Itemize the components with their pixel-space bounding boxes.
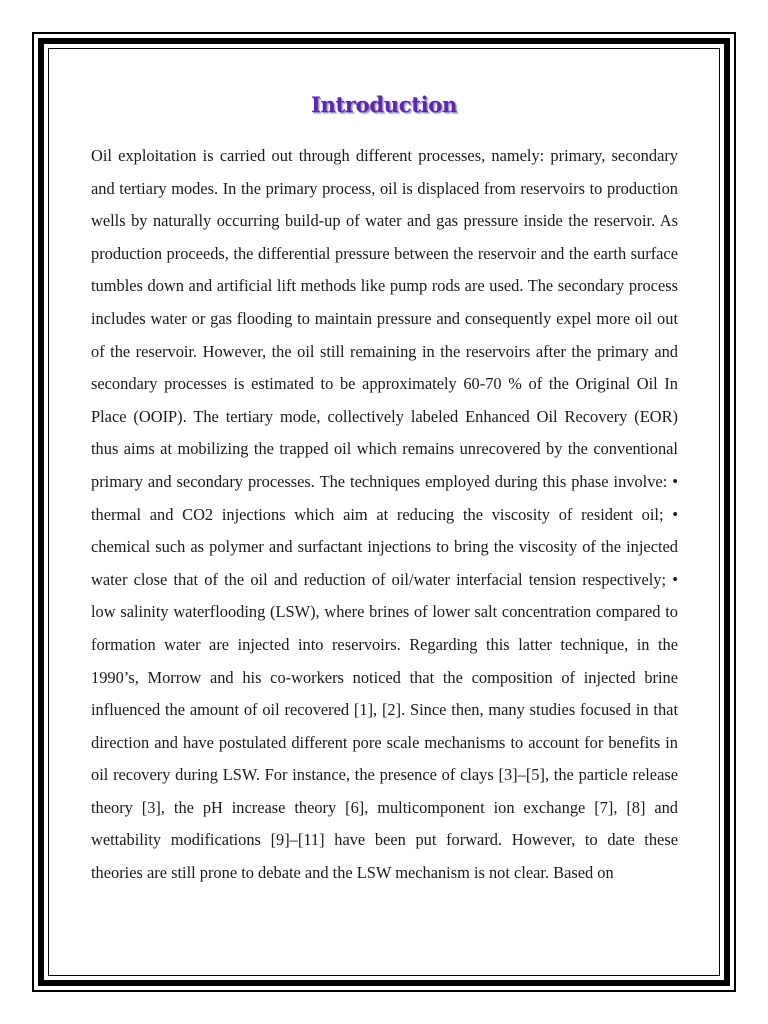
section-title: Introduction [311,92,457,117]
body-paragraph: Oil exploitation is carried out through different processes, namely: primary, secondary and tertiary modes. In the primary process, oil is displaced from reservoirs to production wells by naturally occurring build-up of water and gas pressure inside the reservoir. As production proceeds, the differential pressure between the reservoir and the earth surface tumbles down and artificial lift methods like pump rods are used. The secondary process includes water or gas flooding to maintain pressure and consequently expel more oil out of the reservoir. However, the oil still remaining in the reservoirs after the primary and secondary processes is estimated to be approximately 60-70 % of the Original Oil In Place (OOIP). The tertiary mode, collectively labeled Enhanced Oil Recovery (EOR) thus aims at mobilizing the trapped oil which remains unrecovered by the conventional primary and secondary processes. The techniques employed during this phase involve: • thermal and CO2 injections which aim at reducing the viscosity of resident oil; • chemical such as polymer and surfactant injections to bring the viscosity of the injected water close that of the oil and reduction of oil/water interfacial tension respectively; • low salinity waterflooding (LSW), where brines of lower salt concentration compared to formation water are injected into reservoirs. Regarding this latter technique, in the 1990’s, Morrow and his co-workers noticed that the composition of injected brine influenced the amount of oil recovered [1], [2]. Since then, many studies focused in that direction and have postulated different pore scale mechanisms to account for benefits in oil recovery during LSW. For instance, the presence of clays [3]–[5], the particle release theory [3], the pH increase theory [6], multicomponent ion exchange [7], [8] and wettability modifications [9]–[11] have been put forward. However, to date these theories are still prone to debate and the LSW mechanism is not clear. Based on [91,146,678,883]
